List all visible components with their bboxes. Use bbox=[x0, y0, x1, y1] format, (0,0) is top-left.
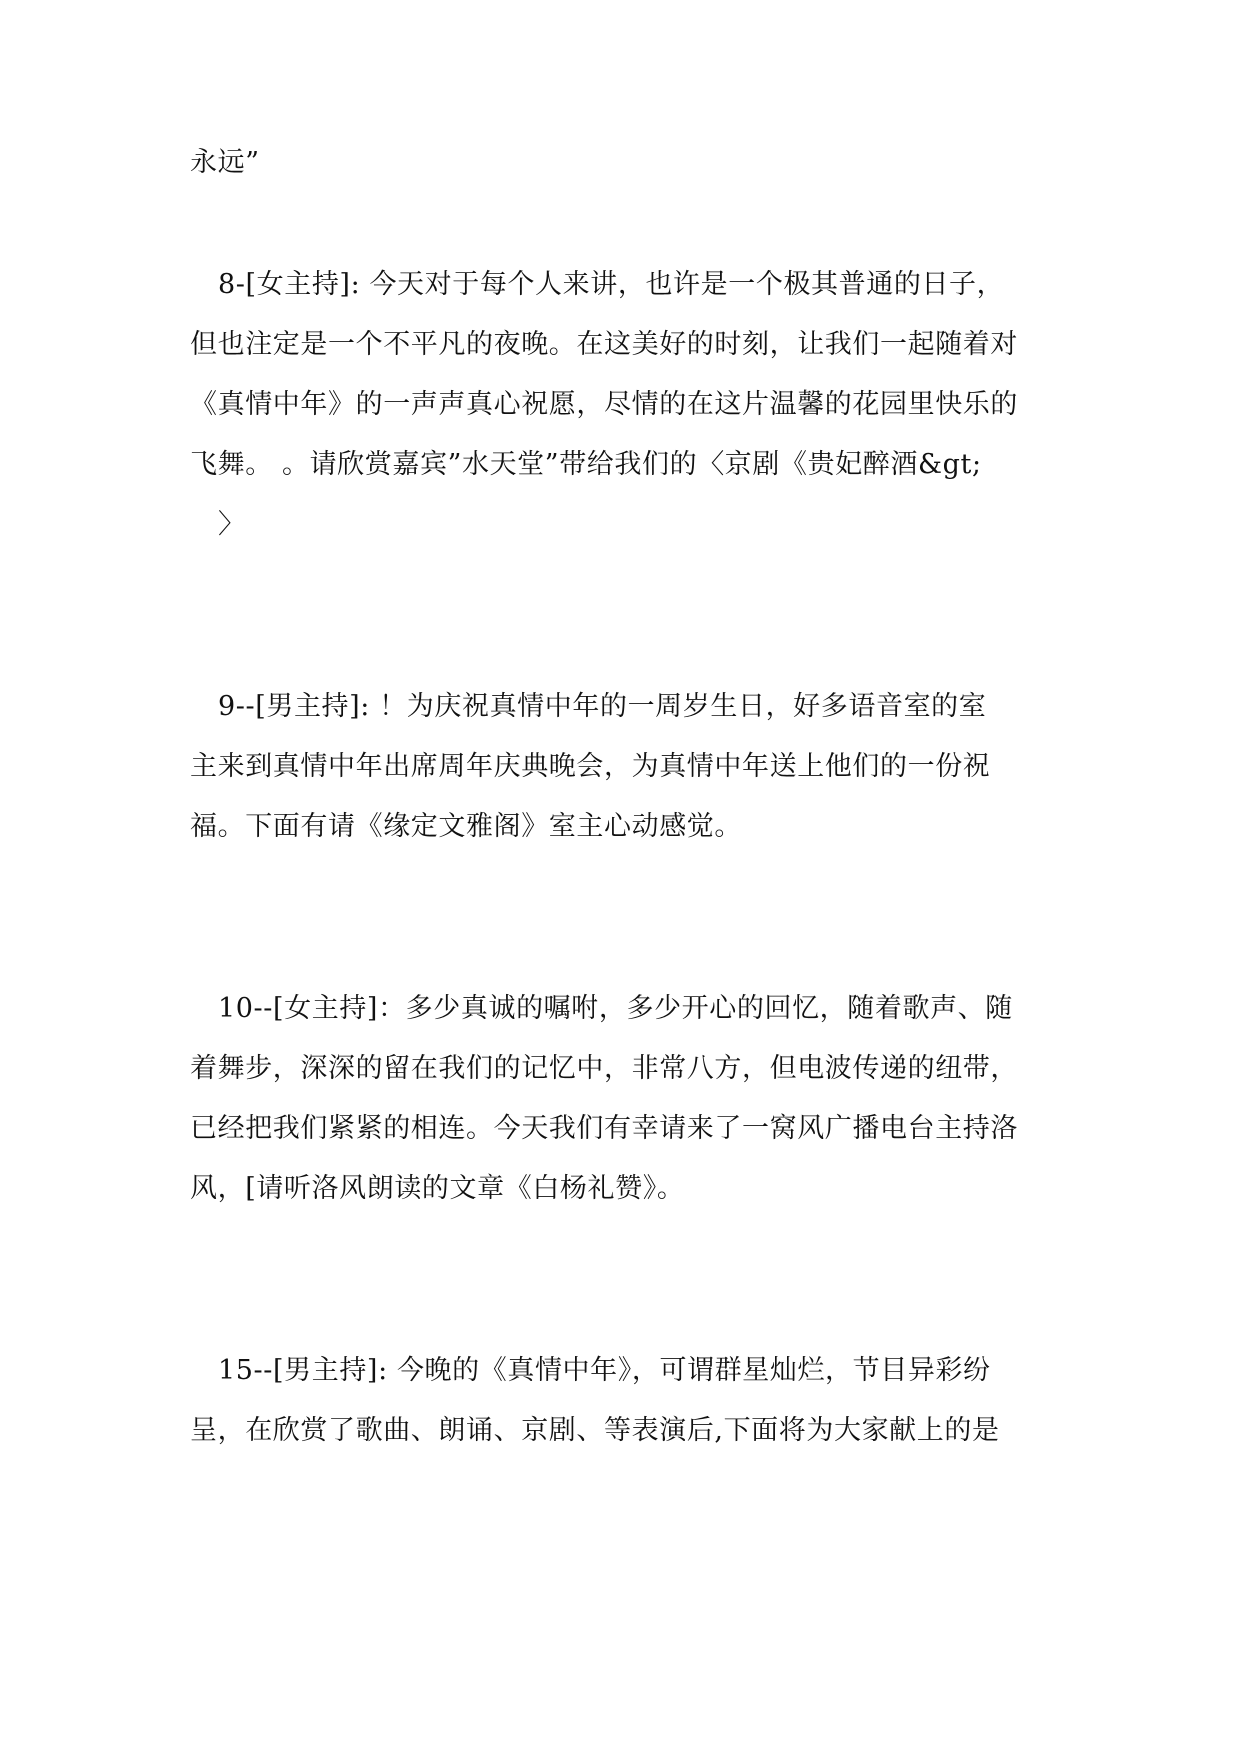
text-line: 已经把我们紧紧的相连。今天我们有幸请来了一窝风广播电台主持洛 bbox=[190, 1113, 1018, 1144]
text-line: 《真情中年》的一声声真心祝愿，尽情的在这片温馨的花园里快乐的 bbox=[190, 389, 1018, 420]
text-line: 〉 bbox=[218, 509, 246, 540]
text-line: 10--[女主持]：多少真诚的嘱咐，多少开心的回忆，随着歌声、随 bbox=[218, 993, 1013, 1024]
text-line: 9--[男主持]: ！为庆祝真情中年的一周岁生日，好多语音室的室 bbox=[218, 691, 987, 722]
text-line: 风，[请听洛风朗读的文章《白杨礼赞》。 bbox=[190, 1173, 685, 1204]
text-line: 永远” bbox=[190, 147, 260, 178]
text-line: 但也注定是一个不平凡的夜晚。在这美好的时刻，让我们一起随着对 bbox=[190, 329, 1018, 360]
text-line: 飞舞。 。请欣赏嘉宾”水天堂”带给我们的〈京剧《贵妃醉酒&gt; bbox=[190, 449, 982, 480]
text-line: 15--[男主持]: 今晚的《真情中年》，可谓群星灿烂，节目异彩纷 bbox=[218, 1355, 991, 1386]
text-line: 呈，在欣赏了歌曲、朗诵、京剧、等表演后,下面将为大家献上的是 bbox=[190, 1415, 1000, 1446]
text-line: 主来到真情中年出席周年庆典晚会，为真情中年送上他们的一份祝 bbox=[190, 751, 991, 782]
text-line: 福。下面有请《缘定文雅阁》室主心动感觉。 bbox=[190, 811, 742, 842]
text-line: 8-[女主持]: 今天对于每个人来讲，也许是一个极其普通的日子， bbox=[218, 269, 1005, 300]
text-line: 着舞步，深深的留在我们的记忆中，非常八方，但电波传递的纽带， bbox=[190, 1053, 1018, 1084]
